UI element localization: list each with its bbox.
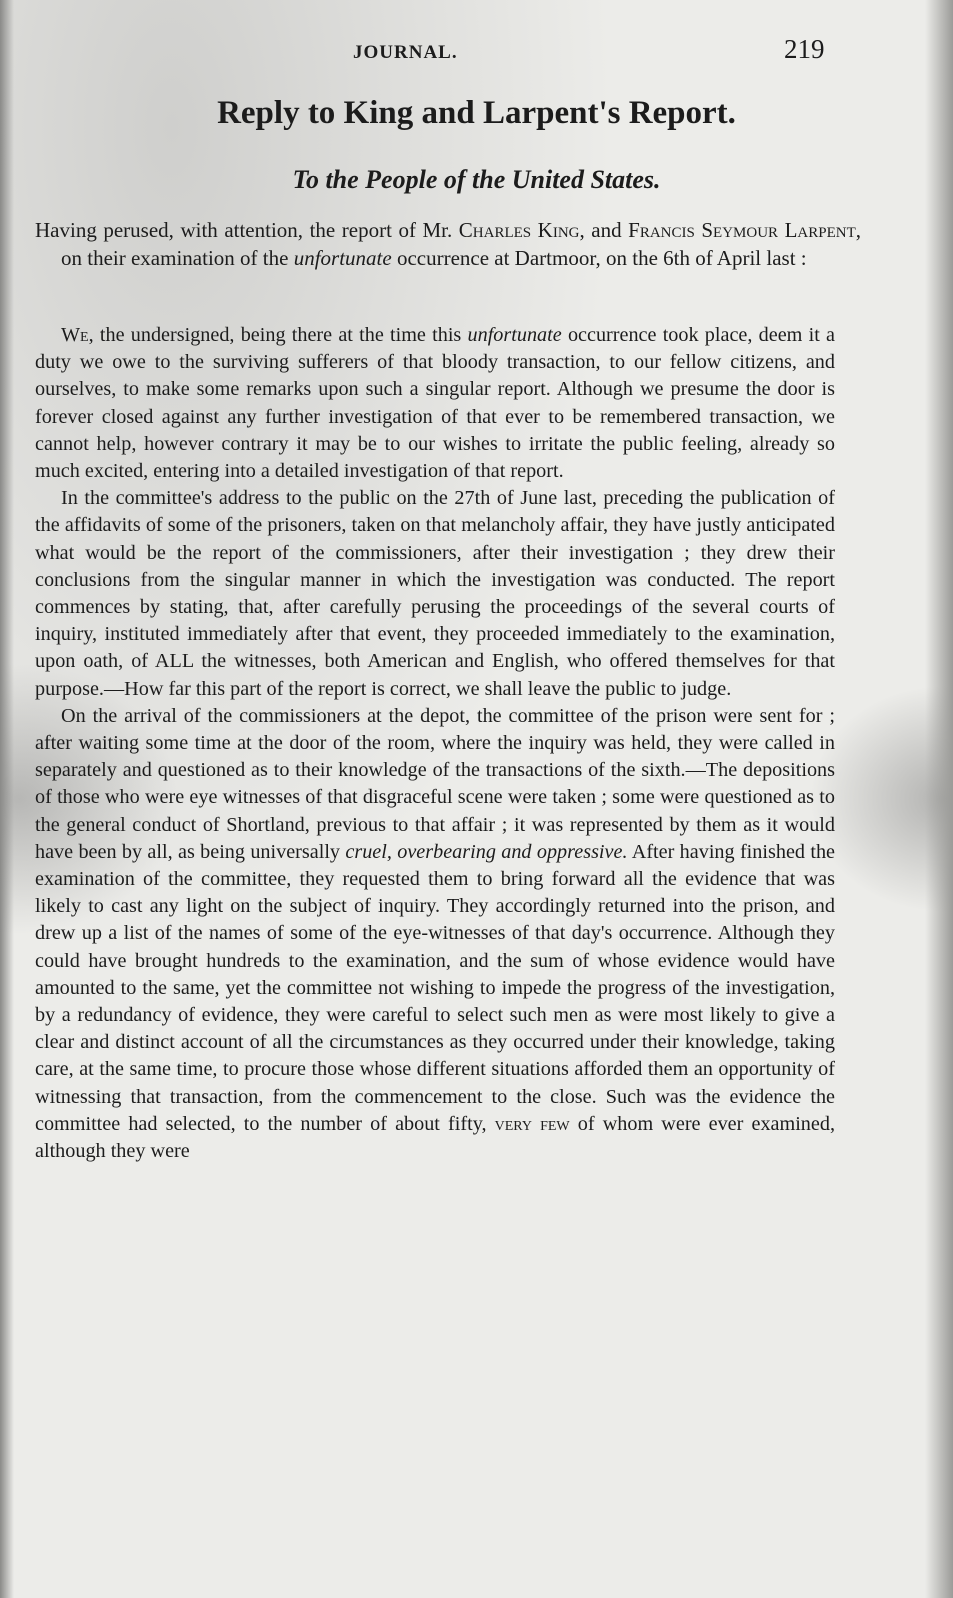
name-charles-king: Charles King [458, 218, 580, 242]
emphasis-unfortunate: unfortunate [293, 246, 392, 270]
page-shadow-left [0, 0, 14, 1598]
intro-paragraph [35, 216, 861, 272]
emphasis-cruel-overbearing: cruel, overbearing and oppressive. [345, 840, 628, 863]
paragraph-text: After having finished the examination of the committee, they requested them to bring forward all the evidence that was likely to cast any light on the subject of inquiry. They accordingly returned into the prison, and drew up a list of the names of some of the eye-witnesses of that day's occurrence. Although they could have brought hundreds to the examination, and the sum of whose evidence would have amounted to the same, yet the committee not wishing to impede the progress of the investigation, by a redundancy of evidence, they were careful to select such men as were most likely to give a clear and distinct account of all the circumstances as they occurred under their knowledge, taking care, at the same time, to procure those whose different situations afforded them an opportunity of witnessing that transaction, from the commencement to the close. Such was the evidence the committee had selected, to the number of about fifty, [35, 840, 835, 1135]
emphasis-all: ALL [154, 650, 194, 673]
page-number: 219 [784, 34, 825, 64]
paragraph-text: the witnesses, both American and English, who offered themselves for that purpose.—How far this part of the report is correct, we shall leave the public to judge. [35, 650, 835, 700]
emphasis-unfortunate: unfortunate [467, 324, 562, 346]
paragraph-text: occurrence took place, deem it a duty we owe to the surviving sufferers of that bloody transaction, to our fellow citizens, and ourselves, to make some remarks upon such a singular report. Although we presume the door is forever closed against any further investigation of that ever to be remembered transaction, we cannot help, however contrary it may be to our wishes to irritate the public feeling, already so much excited, entering into a detailed investigation of that report. [35, 324, 835, 483]
name-francis-seymour-larpent: Francis Seymour Larpent [628, 218, 856, 242]
paragraph-2 [35, 485, 835, 703]
intro-text: , and [579, 218, 629, 242]
emphasis-very-few: very few [494, 1112, 570, 1135]
lead-word: We [61, 324, 89, 346]
intro-text: Having perused, with attention, the report of Mr. [35, 218, 459, 242]
paragraph-text: In the committee's address to the public on the 27th of June last, preceding the publication of the affidavits of some of the prisoners, taken on that melancholy affair, they have justly anticipated what would be the report of the commissioners, after their investigation ; they drew their conclusions from the singular manner in which the investigation was conducted. The report commences by stating, that, after carefully perusing the proceedings of the several courts of inquiry, instituted immediately after that event, they proceeded immediately to the examination, upon oath, of [35, 487, 835, 673]
page-shadow-right [925, 0, 953, 1598]
running-head: JOURNAL. [353, 42, 458, 63]
page-header [0, 34, 953, 74]
paragraph-3 [35, 703, 835, 1165]
paragraph-text: of whom were ever examined, although they were [35, 1112, 835, 1163]
article-body [35, 322, 835, 1165]
intro-text: occurrence at Dartmoor, on the 6th of April last : [391, 246, 807, 270]
paragraph-text: On the arrival of the commissioners at the depot, the committee of the prison were sent for ; after waiting some time at the door of the room, where the inquiry was held, they were called in separately and questioned as to their knowledge of the transactions of the sixth.—The depositions of those who were eye witnesses of that disgraceful scene were taken ; some were questioned as to the general conduct of Shortland, previous to that affair ; it was represented by them as it would have been by all, as being universally [35, 704, 835, 863]
article-title: Reply to King and Larpent's Report. [217, 95, 736, 131]
paragraph-1 [35, 322, 835, 485]
article-subtitle: To the People of the United States. [292, 165, 661, 194]
intro-text: , on their examination of the [61, 218, 861, 270]
paragraph-text: , the undersigned, being there at the time this [88, 324, 468, 346]
